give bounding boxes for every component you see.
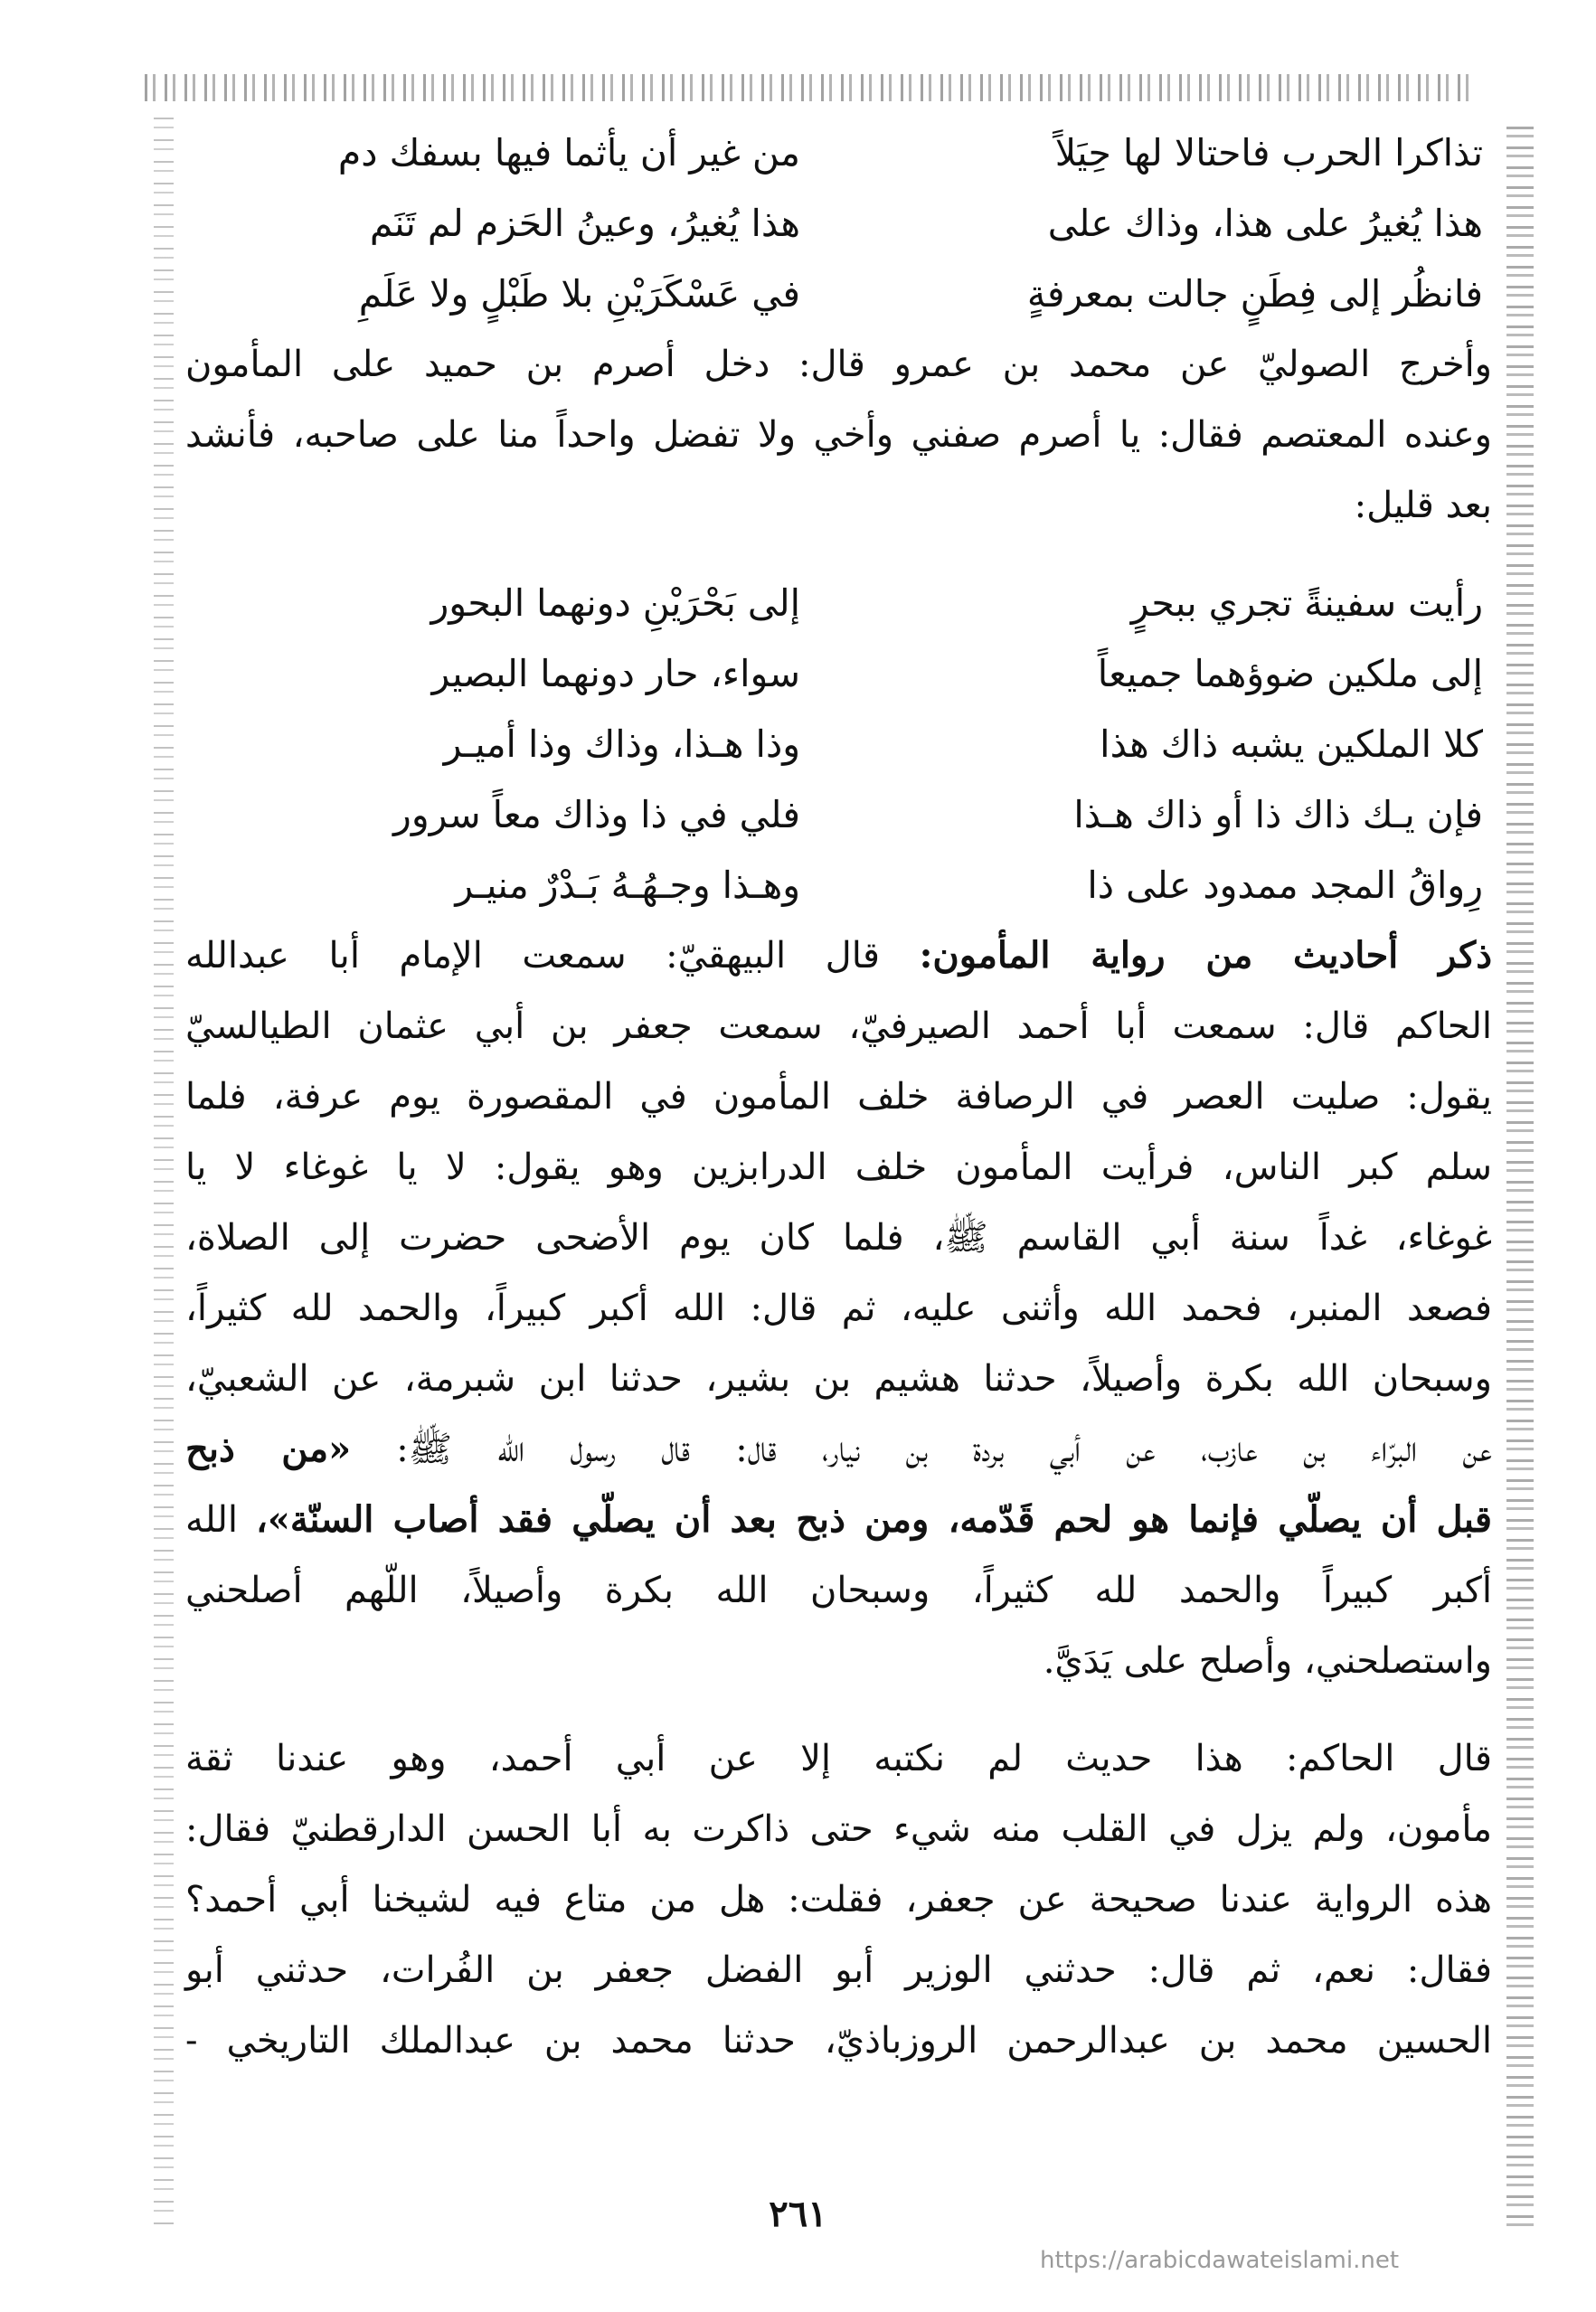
verse-second-hemistich: من غير أن يأثما فيها بسفك دم: [337, 131, 800, 175]
decorative-border-right: [1506, 127, 1534, 2233]
verse-first-hemistich: هذا يُغيرُ على هذا، وذاك على: [1047, 202, 1483, 245]
text-line: [185, 1485, 1492, 1555]
hadith-quote: «من ذبح: [185, 1428, 352, 1470]
text-line: غوغاء، غداً سنة أبي القاسم ﷺ، فلما كان يوم الأضحى حضرت إلى الصلاة،: [185, 1217, 1492, 1259]
verse-second-hemistich: فلي في ذا وذاك معاً سرور: [393, 793, 800, 836]
verse-second-hemistich: هذا يُغيرُ، وعينُ الحَزم لم تَنَم: [369, 202, 800, 245]
verse-second-hemistich: إلى بَحْرَيْنِ دونهما البحور: [430, 581, 800, 625]
decorative-border-top: [145, 74, 1474, 101]
verse-first-hemistich: إلى ملكين ضوؤهما جميعاً: [1097, 652, 1483, 695]
text-line: بعد قليل:: [1354, 485, 1492, 526]
verse: [185, 709, 1492, 779]
paragraph-mamun-hadith: [185, 920, 1492, 1696]
verse-second-hemistich: سواء، حار دونهما البصير: [431, 652, 800, 695]
verse-second-hemistich: وهـذا وجـهُـهُ بَـدْرٌ منيـر: [455, 863, 800, 907]
text-line: وأخرج الصوليّ عن محمد بن عمرو قال: دخل أصرم بن حميد على المأمون: [185, 344, 1492, 385]
text-line: وعنده المعتصم فقال: يا أصرم صفني وأخي ولا تفضل واحداً منا على صاحبه، فأنشد: [185, 414, 1492, 456]
verse-first-hemistich: تذاكرا الحرب فاحتالا لها حِيَلاً: [1054, 131, 1483, 175]
verse-second-hemistich: وذا هـذا، وذاك وذا أميـر: [443, 722, 800, 766]
section-heading: ذكر أحاديث من رواية المأمون:: [919, 934, 1493, 977]
hadith-quote: قبل أن يصلّي فإنما هو لحم قَدّمه، ومن ذبح بعد أن يصلّي فقد أصاب السنّة»،: [255, 1498, 1492, 1541]
decorative-border-left: [154, 118, 174, 2224]
verse-first-hemistich: رأيت سفينةً تجري ببحرٍ: [1130, 581, 1483, 625]
verse-first-hemistich: رِواقُ المجد ممدود على ذا: [1087, 863, 1483, 907]
poem-block-1: [185, 118, 1492, 329]
paragraph-sawli-narration: [185, 329, 1492, 541]
verse: [185, 259, 1492, 329]
page-number: ٢٦١: [769, 2193, 827, 2235]
verse: [185, 568, 1492, 638]
text-line: هذه الرواية عندنا صحيحة عن جعفر، فقلت: هل من متاع فيه لشيخنا أبي أحمد؟: [185, 1879, 1492, 1920]
text-run: عن البرّاء بن عازب، عن أبي بردة بن نيار، قال: قال رسول الله ﷺ:: [396, 1429, 1492, 1470]
verse: [185, 188, 1492, 259]
text-line: الحسين محمد بن عبدالرحمن الروزباذيّ، حدثنا محمد بن عبدالملك التاريخي -: [185, 2020, 1492, 2062]
verse-first-hemistich: كلا الملكين يشبه ذاك هذا: [1100, 722, 1483, 766]
text-line: مأمون، ولم يزل في القلب منه شيء حتى ذاكرت به أبا الحسن الدارقطنيّ فقال:: [185, 1808, 1492, 1850]
verse-first-hemistich: فانظُر إلى فِطَنٍ جالت بمعرفةٍ: [1026, 272, 1483, 316]
verse: [185, 779, 1492, 850]
text-line: وسبحان الله بكرة وأصيلاً، حدثنا هشيم بن بشير، حدثنا ابن شبرمة، عن الشعبيّ،: [185, 1358, 1492, 1400]
verse-first-hemistich: فإن يـك ذاك ذا أو ذاك هـذا: [1073, 793, 1483, 836]
text-line: الحاكم قال: سمعت أبا أحمد الصيرفيّ، سمعت جعفر بن أبي عثمان الطيالسيّ: [185, 1005, 1492, 1047]
text-line: فقال: نعم، ثم قال: حدثني الوزير أبو الفضل جعفر بن الفُرات، حدثني أبو: [185, 1949, 1492, 1991]
text-line: فصعد المنبر، فحمد الله وأثنى عليه، ثم قال: الله أكبر كبيراً، والحمد لله كثيراً،: [185, 1288, 1492, 1329]
text-line: يقول: صليت العصر في الرصافة خلف المأمون في المقصورة يوم عرفة، فلما: [185, 1076, 1492, 1118]
paragraph-hakim-comment: [185, 1723, 1492, 2076]
watermark-url: https://arabicdawateislami.net: [1040, 2247, 1400, 2274]
text-line: [185, 920, 1492, 991]
poem-block-2: [185, 568, 1492, 920]
text-line: أكبر كبيراً والحمد لله كثيراً، وسبحان الله بكرة وأصيلاً، اللّهم أصلحني: [185, 1570, 1492, 1611]
text-run: قال البيهقيّ: سمعت الإمام أبا عبدالله: [185, 935, 881, 977]
text-line: [185, 1414, 1492, 1485]
verse: [185, 850, 1492, 920]
book-page: [185, 118, 1492, 2188]
verse-second-hemistich: في عَسْكَرَيْنِ بلا طَبْلٍ ولا عَلَمِ: [358, 272, 800, 316]
text-line: سلم كبر الناس، فرأيت المأمون خلف الدرابزين وهو يقول: لا يا غوغاء لا يا: [185, 1147, 1492, 1188]
text-line: قال الحاكم: هذا حديث لم نكتبه إلا عن أبي أحمد، وهو عندنا ثقة: [185, 1738, 1492, 1779]
verse: [185, 638, 1492, 709]
text-line: واستصلحني، وأصلح على يَدَيَّ.: [1043, 1640, 1492, 1682]
verse: [185, 118, 1492, 188]
text-run: الله: [185, 1499, 238, 1541]
